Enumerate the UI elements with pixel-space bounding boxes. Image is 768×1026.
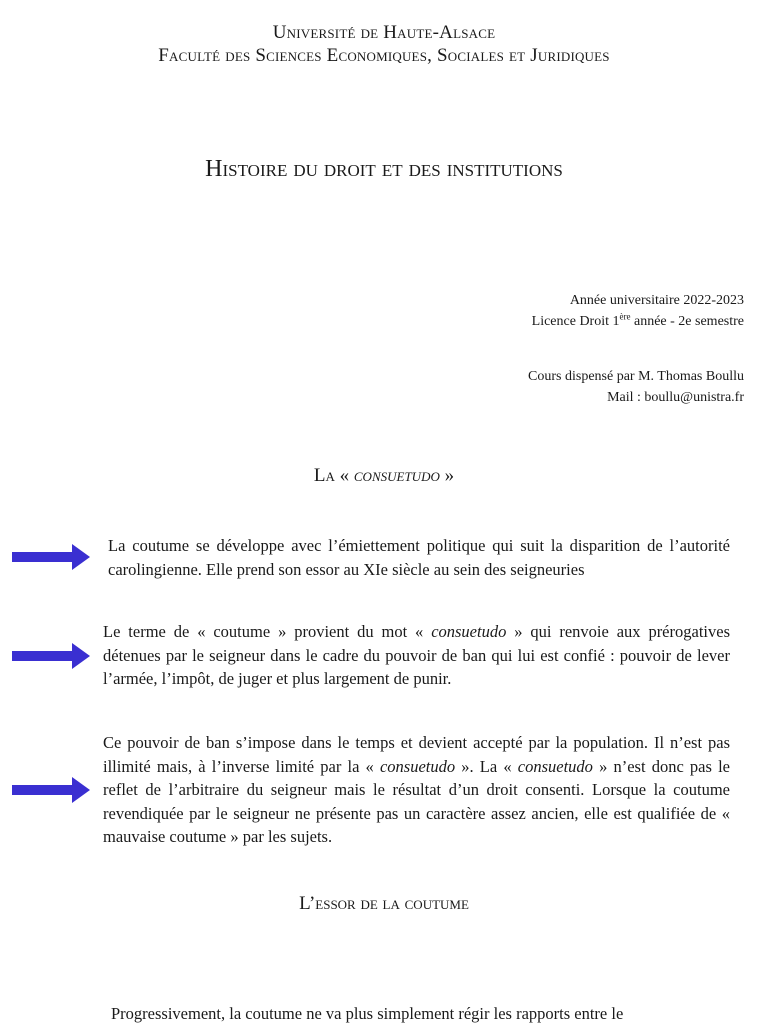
p3-italic-1: consuetudo <box>379 756 456 776</box>
arrow-right-icon <box>12 776 90 804</box>
section-title-essor: L’essor de la coutume <box>299 893 469 914</box>
p2-italic: consuetudo <box>431 622 507 641</box>
teacher-name: Cours dispensé par M. Thomas Boullu <box>528 369 744 384</box>
faculty-name: Faculté des Sciences Economiques, Sociales et Juridiques <box>158 45 610 66</box>
paragraph-progressively: Progressivement, la coutume ne va plus simplement régir les rapports entre le <box>111 1004 624 1023</box>
p3-italic-2: consuetudo <box>517 756 593 776</box>
arrow-right-icon <box>12 543 90 571</box>
p2-text-b: » qui renvoie aux prérogatives détenues par le seigneur dans le cadre du pouvoir de ban qui lui est confié : pouvoir de lever l’armée, l’impôt, de juger et plus largement de punir. <box>103 622 730 688</box>
p3-text-a: Ce pouvoir de ban s’impose dans le temps et devient accepté par la population. Il n’est pas illimité mais, à l’inverse limité par la « <box>103 733 730 776</box>
section-title-suffix: » <box>439 465 455 486</box>
p3-text-c: » n’est donc pas le reflet de l’arbitraire du seigneur mais le résultat d’un droit consenti. Lorsque la coutume revendiquée par le seigneur ne présente pas un caractère assez ancien, elle est qualifiée de « mauvaise coutume » par les sujets. <box>103 756 730 846</box>
licence-suffix: année - 2e semestre <box>630 314 744 329</box>
p3-text-b: ». La « <box>455 756 518 776</box>
licence-prefix: Licence Droit 1 <box>531 314 620 329</box>
section-title-prefix: La « <box>313 465 354 486</box>
paragraph-term <box>103 620 730 691</box>
licence-sup: ère <box>619 311 631 322</box>
arrow-right-icon <box>12 642 90 670</box>
academic-year: Année universitaire 2022-2023 <box>569 293 744 308</box>
university-name: Université de Haute-Alsace <box>272 22 496 43</box>
section-title-consuetudo <box>0 465 768 487</box>
paragraph-ban <box>103 731 730 849</box>
course-info <box>532 290 744 332</box>
teacher-info <box>528 366 744 408</box>
p2-text-a: Le terme de « coutume » provient du mot « <box>103 622 432 641</box>
paragraph-origin: La coutume se développe avec l’émiettement politique qui suit la disparition de l’autorité carolingienne. Elle prend son essor au XIe siècle au sein des seigneuries <box>108 536 730 579</box>
course-title: Histoire du droit et des institutions <box>205 156 563 182</box>
section-title-italic: consuetudo <box>353 465 440 486</box>
licence-line <box>532 311 744 332</box>
teacher-mail: Mail : boullu@unistra.fr <box>607 390 744 405</box>
